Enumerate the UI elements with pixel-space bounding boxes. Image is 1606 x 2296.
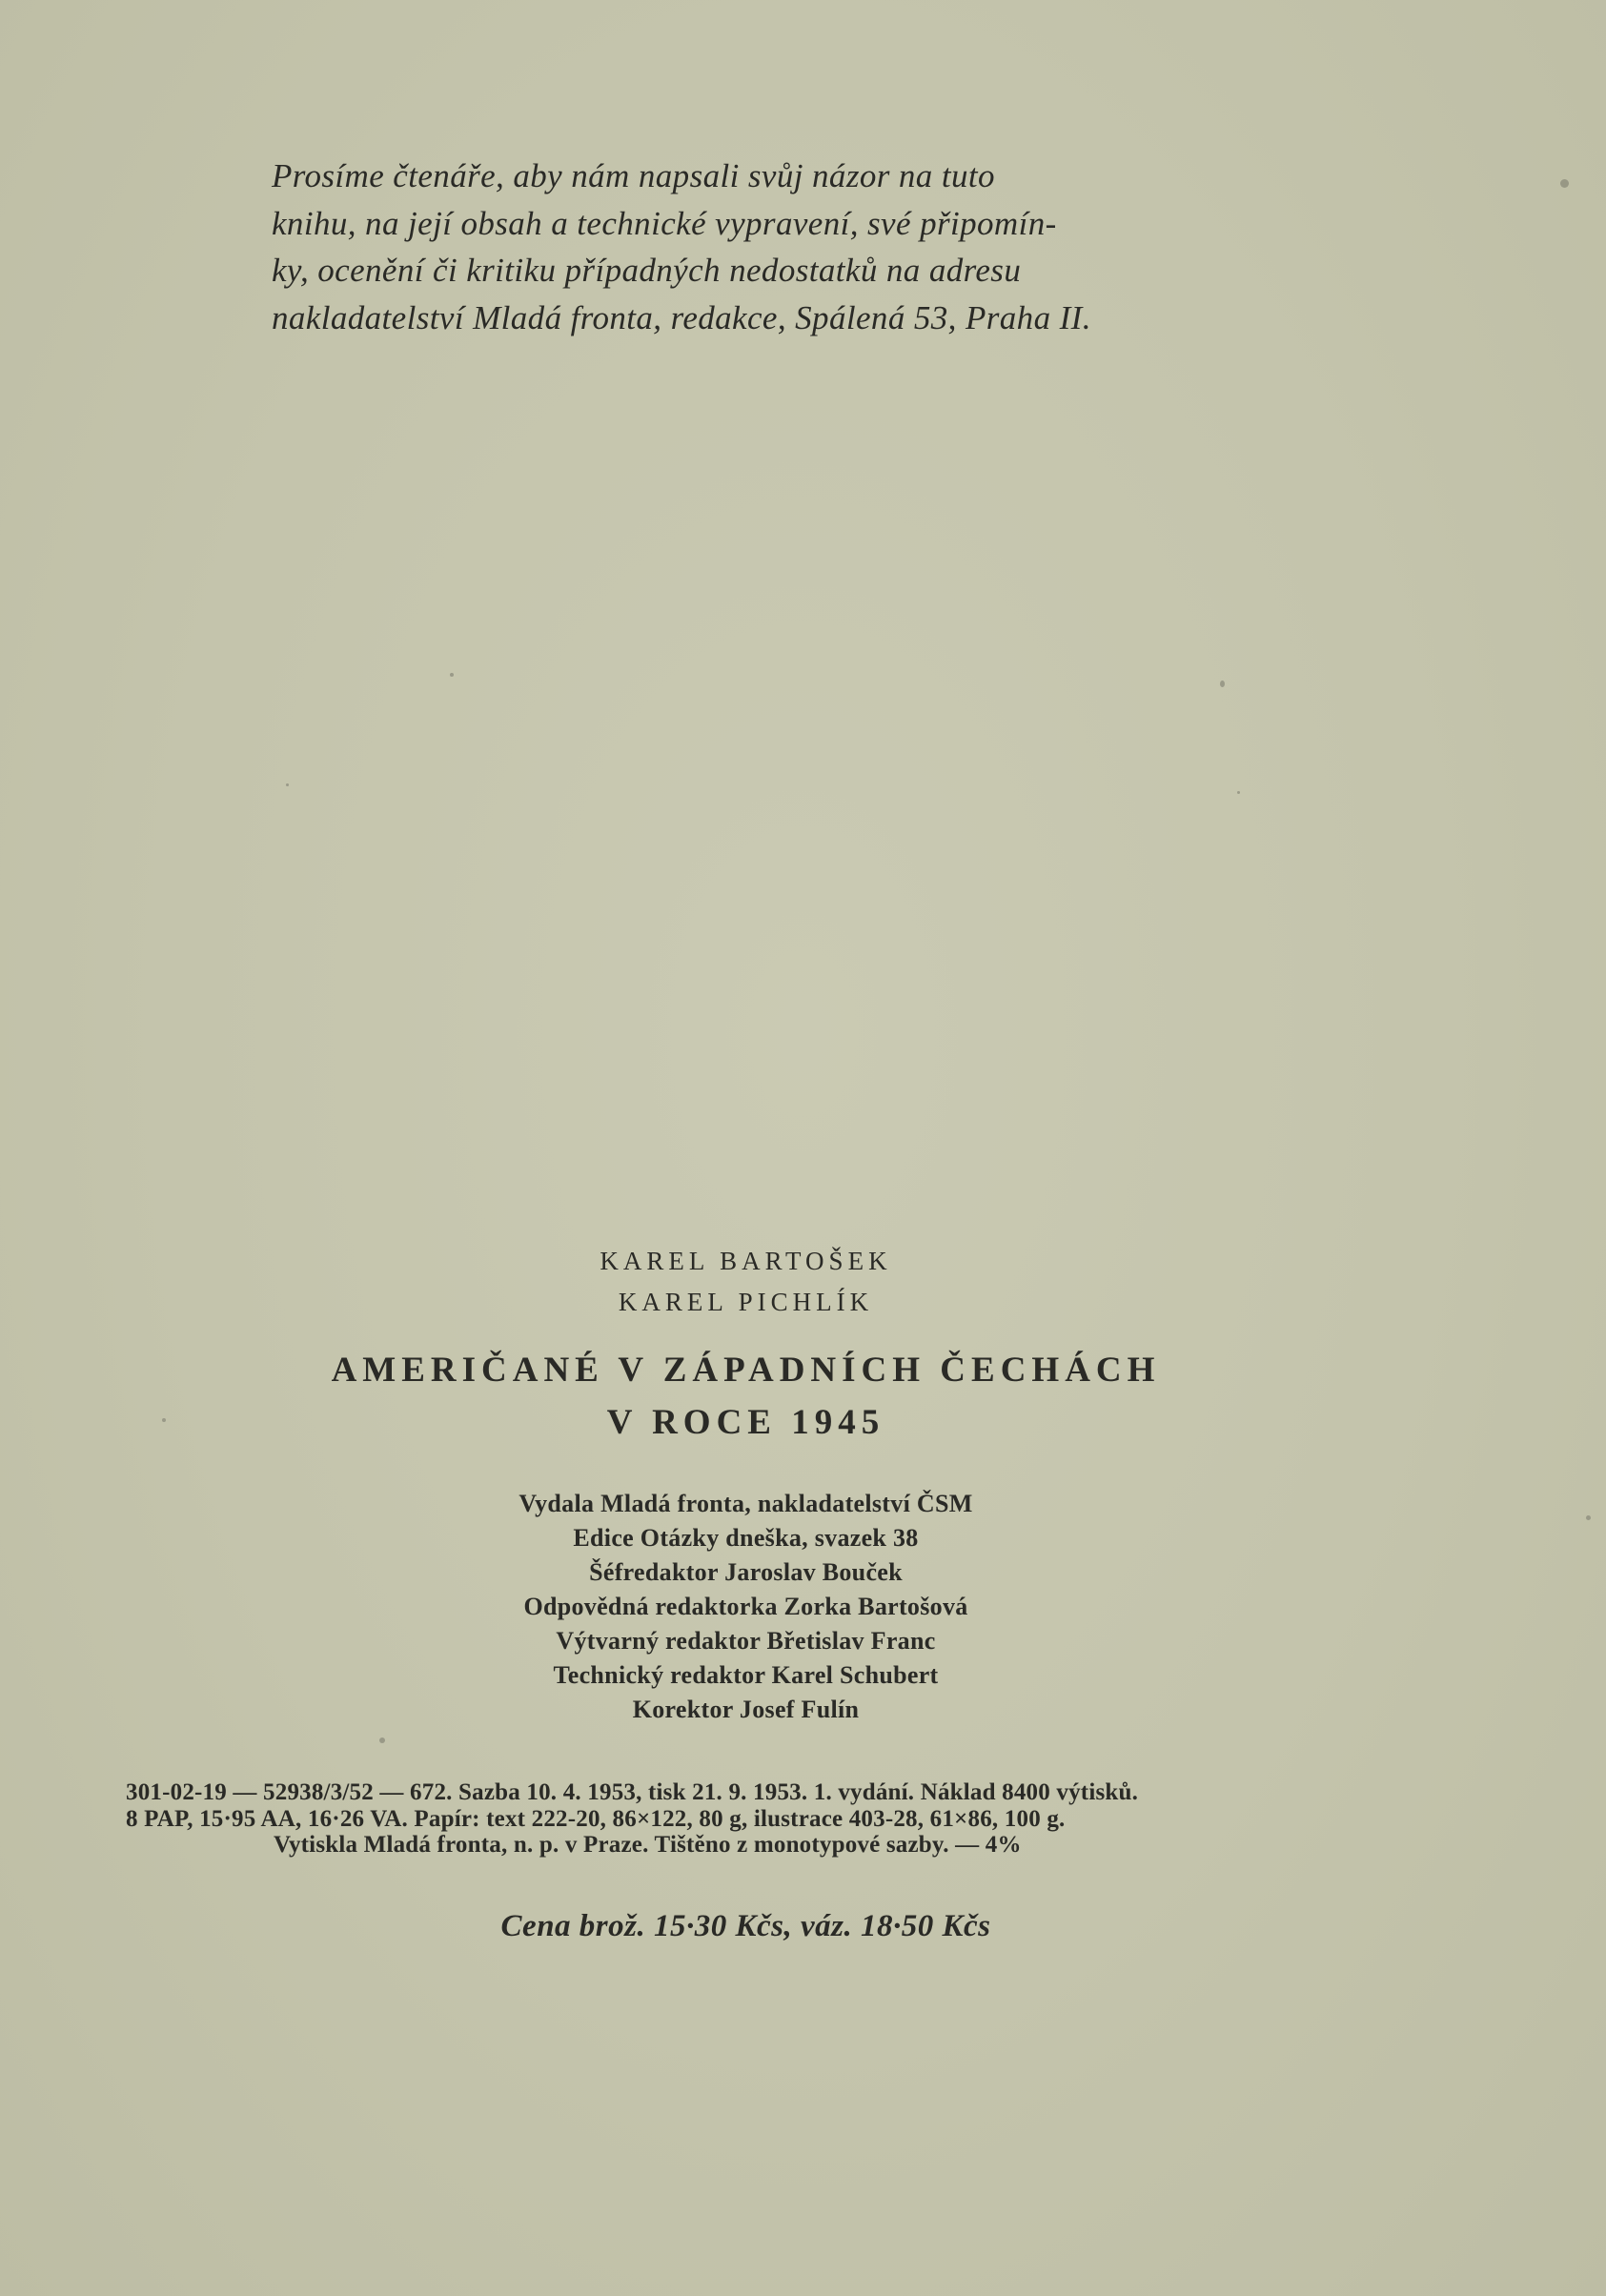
publication-credits xyxy=(0,1487,1492,1727)
reader-request-line: ky, ocenění či kritiku případných nedostatků na adresu xyxy=(272,252,1022,289)
credit-line: Korektor Josef Fulín xyxy=(632,1696,860,1723)
paper-speck xyxy=(450,673,454,677)
imprint-line: Vytiskla Mladá fronta, n. p. v Praze. Tištěno z monotypové sazby. — 4% xyxy=(274,1832,1022,1858)
paper-speck xyxy=(286,783,289,786)
credit-line: Výtvarný redaktor Břetislav Franc xyxy=(556,1627,936,1655)
paper-speck xyxy=(1586,1515,1591,1520)
reader-request-line: nakladatelství Mladá fronta, redakce, Spálená 53, Praha II. xyxy=(272,298,1091,336)
paper-speck xyxy=(1220,681,1225,687)
printing-imprint xyxy=(126,1779,1384,1859)
reader-request xyxy=(272,152,1215,341)
credit-line: Technický redaktor Karel Schubert xyxy=(553,1661,939,1689)
paper-speck xyxy=(379,1737,385,1743)
paper-speck xyxy=(1237,791,1240,794)
imprint-line: 8 PAP, 15·95 AA, 16·26 VA. Papír: text 222-20, 86×122, 80 g, ilustrace 403-28, 61×86, 100 g. xyxy=(126,1805,1066,1832)
credit-line: Edice Otázky dneška, svazek 38 xyxy=(573,1524,919,1552)
credit-line: Vydala Mladá fronta, nakladatelství ČSM xyxy=(518,1490,973,1517)
price-line: Cena brož. 15·30 Kčs, váz. 18·50 Kčs xyxy=(500,1909,991,1943)
book-title xyxy=(0,1344,1492,1449)
book-title-line: AMERIČANÉ V ZÁPADNÍCH ČECHÁCH xyxy=(331,1351,1161,1390)
author-name: KAREL BARTOŠEK xyxy=(600,1247,892,1275)
reader-request-line: Prosíme čtenáře, aby nám napsali svůj názor na tuto xyxy=(272,157,995,194)
paper-speck xyxy=(1560,179,1569,188)
reader-request-line: knihu, na její obsah a technické vypravení, své připomín- xyxy=(272,204,1057,242)
author-name: KAREL PICHLÍK xyxy=(618,1288,874,1316)
book-title-line: V ROCE 1945 xyxy=(606,1403,885,1442)
imprint-line: 301-02-19 — 52938/3/52 — 672. Sazba 10. 4. 1953, tisk 21. 9. 1953. 1. vydání. Náklad 8400 výtisků. xyxy=(126,1779,1139,1805)
authors xyxy=(0,1241,1492,1323)
credit-line: Odpovědná redaktorka Zorka Bartošová xyxy=(523,1593,968,1620)
credit-line: Šéfredaktor Jaroslav Bouček xyxy=(589,1558,903,1586)
